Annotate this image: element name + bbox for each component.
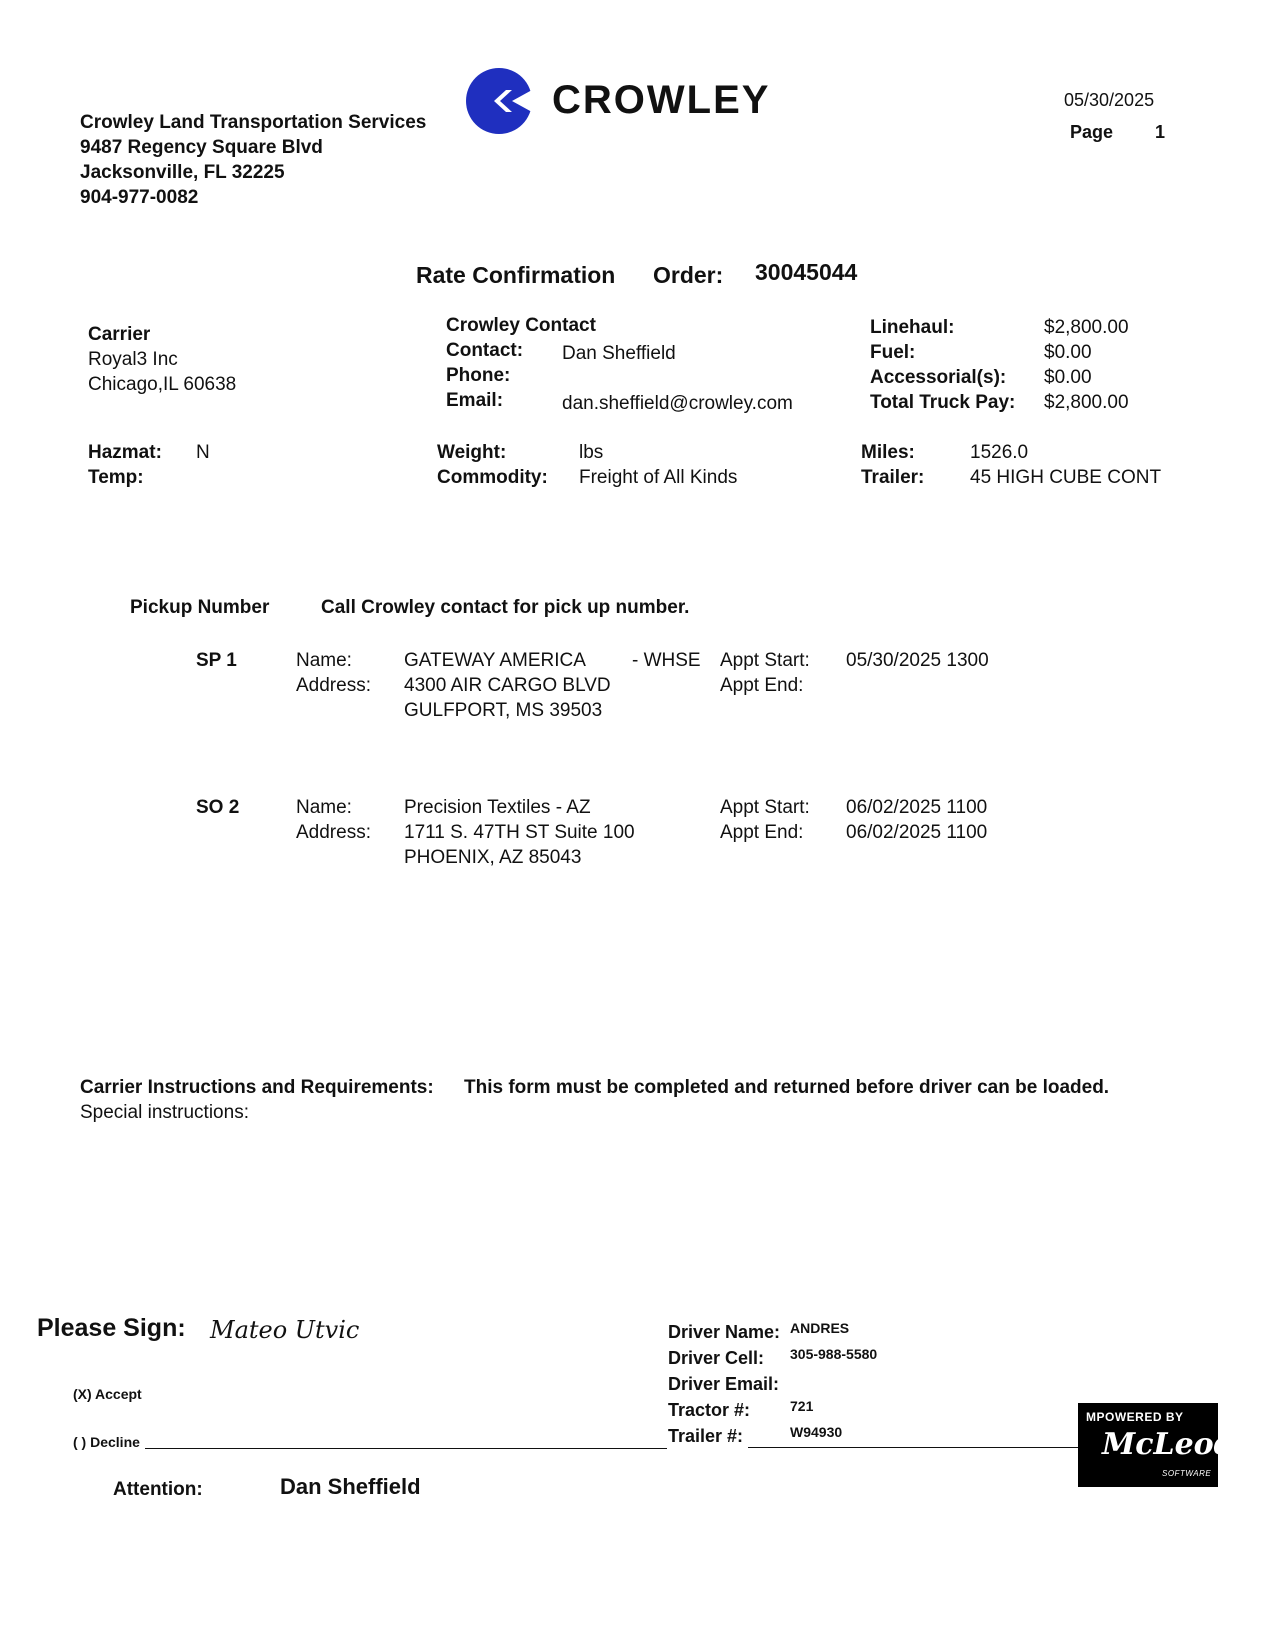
accessorial-value: $0.00	[1044, 367, 1092, 388]
document-date: 05/30/2025	[1064, 90, 1155, 110]
pickup-number-label: Pickup Number	[130, 597, 270, 618]
appt-start-value: 05/30/2025 1300	[846, 650, 989, 671]
contact-heading: Crowley Contact	[446, 315, 596, 336]
please-sign-label: Please Sign:	[37, 1314, 186, 1342]
signature: Mateo Utvic	[210, 1316, 360, 1344]
fuel-value: $0.00	[1044, 342, 1092, 363]
stop-name-label: Name:	[296, 650, 352, 671]
contact-label: Contact:	[446, 340, 524, 361]
carrier-heading: Carrier	[88, 324, 151, 345]
appt-start-label: Appt Start:	[720, 650, 810, 671]
order-number: 30045044	[755, 259, 858, 285]
trailer-number-label: Trailer #:	[668, 1426, 744, 1446]
stop-address-line2: PHOENIX, AZ 85043	[404, 847, 582, 868]
commodity-value: Freight of All Kinds	[579, 467, 738, 488]
page-number: 1	[1155, 122, 1166, 142]
company-phone: 904-977-0082	[80, 187, 199, 208]
appt-end-value: 06/02/2025 1100	[846, 822, 988, 843]
driver-cell-label: Driver Cell:	[668, 1348, 765, 1368]
stop-address-line1: 1711 S. 47TH ST Suite 100	[404, 822, 635, 843]
brand-wordmark: CROWLEY	[552, 78, 771, 122]
miles-label: Miles:	[861, 442, 915, 463]
linehaul-value: $2,800.00	[1044, 317, 1129, 338]
pickup-number-value: Call Crowley contact for pick up number.	[321, 597, 690, 618]
stop-name-suffix: - WHSE	[632, 650, 701, 671]
appt-start-label: Appt Start:	[720, 797, 810, 818]
trailer-type-value: 45 HIGH CUBE CONT	[970, 467, 1162, 488]
tractor-label: Tractor #:	[668, 1400, 751, 1420]
badge-powered-by: MPOWERED BY	[1086, 1410, 1184, 1424]
trailer-number-value: W94930	[790, 1424, 843, 1440]
appt-end-label: Appt End:	[720, 675, 804, 696]
hazmat-label: Hazmat:	[88, 442, 162, 463]
company-name: Crowley Land Transportation Services	[80, 112, 427, 133]
stop-address-label: Address:	[296, 822, 371, 843]
contact-email-label: Email:	[446, 390, 504, 411]
accept-option[interactable]: (X) Accept	[73, 1386, 142, 1402]
driver-email-label: Driver Email:	[668, 1374, 780, 1394]
total-pay-value: $2,800.00	[1044, 392, 1129, 413]
attention-value: Dan Sheffield	[280, 1474, 421, 1499]
tractor-value: 721	[790, 1398, 814, 1414]
mcleod-badge-icon	[1078, 1403, 1235, 1487]
weight-value: lbs	[579, 442, 604, 463]
stop-address-line1: 4300 AIR CARGO BLVD	[404, 675, 611, 696]
miles-value: 1526.0	[970, 442, 1029, 463]
signature-line	[145, 1448, 667, 1449]
driver-name-label: Driver Name:	[668, 1322, 781, 1342]
special-instructions-label: Special instructions:	[80, 1102, 249, 1123]
badge-sub: SOFTWARE	[1162, 1469, 1212, 1478]
total-pay-label: Total Truck Pay:	[870, 392, 1016, 413]
company-address-line1: 9487 Regency Square Blvd	[80, 137, 323, 158]
instructions-requirement: This form must be completed and returned before driver can be loaded.	[464, 1077, 1110, 1098]
stop-name: GATEWAY AMERICA	[404, 650, 586, 671]
commodity-label: Commodity:	[437, 467, 548, 488]
driver-cell-value: 305-988-5580	[790, 1346, 878, 1362]
trailer-type-label: Trailer:	[861, 467, 925, 488]
decline-option[interactable]: ( ) Decline	[73, 1434, 140, 1450]
page-label: Page	[1070, 122, 1114, 142]
appt-end-label: Appt End:	[720, 822, 804, 843]
hazmat-value: N	[196, 442, 210, 463]
driver-name-value: ANDRES	[790, 1320, 850, 1336]
fuel-label: Fuel:	[870, 342, 916, 363]
appt-start-value: 06/02/2025 1100	[846, 797, 988, 818]
weight-label: Weight:	[437, 442, 507, 463]
stop-code: SP 1	[196, 650, 237, 671]
stop-address-label: Address:	[296, 675, 371, 696]
accessorial-label: Accessorial(s):	[870, 367, 1007, 388]
trailer-number-line	[748, 1447, 1078, 1448]
order-label: Order:	[653, 262, 724, 288]
attention-label: Attention:	[113, 1479, 203, 1500]
stop-code: SO 2	[196, 797, 240, 818]
contact-name: Dan Sheffield	[562, 343, 676, 364]
stop-address-line2: GULFPORT, MS 39503	[404, 700, 603, 721]
stop-name-label: Name:	[296, 797, 352, 818]
contact-phone-label: Phone:	[446, 365, 511, 386]
contact-email: dan.sheffield@crowley.com	[562, 393, 793, 414]
carrier-city: Chicago,IL 60638	[88, 374, 237, 395]
crowley-logo-icon	[466, 68, 532, 134]
carrier-name: Royal3 Inc	[88, 349, 178, 370]
temp-label: Temp:	[88, 467, 144, 488]
document-title: Rate Confirmation	[416, 262, 616, 288]
instructions-heading: Carrier Instructions and Requirements:	[80, 1077, 434, 1098]
badge-brand: McLeod	[1102, 1427, 1235, 1462]
linehaul-label: Linehaul:	[870, 317, 955, 338]
stop-name: Precision Textiles - AZ	[404, 797, 591, 818]
company-address-line2: Jacksonville, FL 32225	[80, 162, 285, 183]
